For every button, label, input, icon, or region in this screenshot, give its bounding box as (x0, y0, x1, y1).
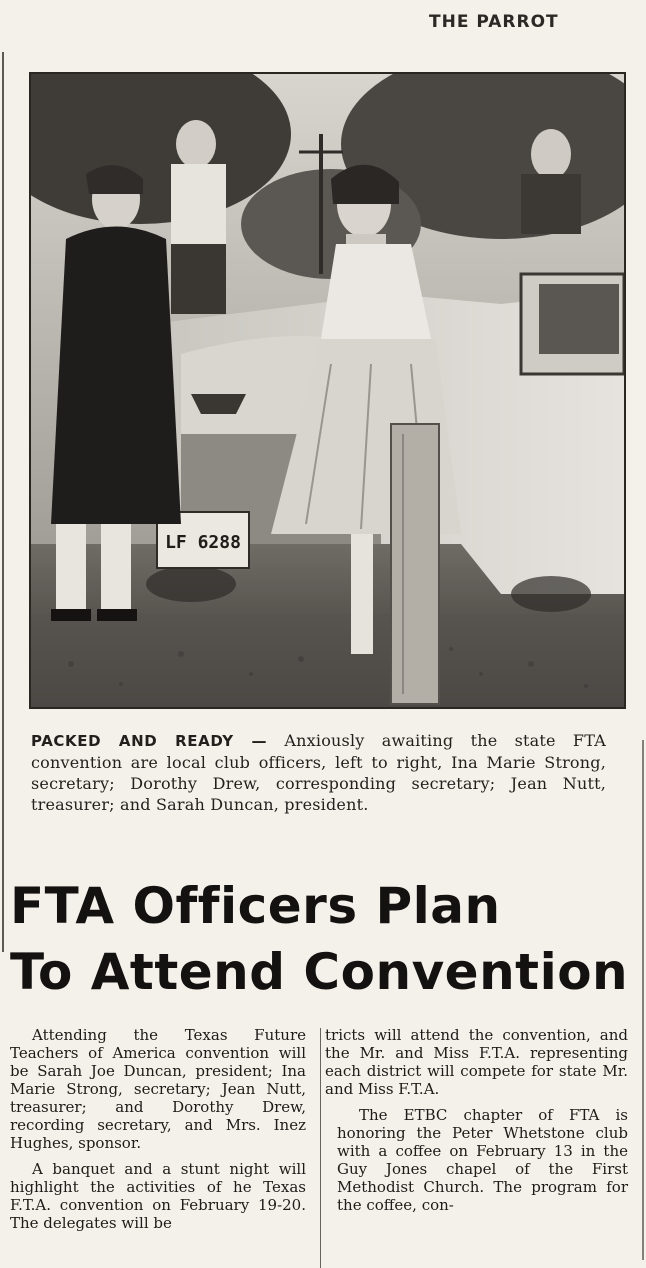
article-paragraph: The ETBC chapter of FTA is honoring the Peter Whetstone club with a coffee on February 13 in the Guy Jones chapel of the First Methodist Church. The program for the coffee, con- (337, 1106, 628, 1214)
column-divider (320, 1028, 321, 1268)
news-photo (29, 72, 626, 709)
article-paragraph: A banquet and a stunt night will highlight the activities of he Texas F.T.A. convention on February 19-20. The delegates will be (10, 1160, 306, 1232)
left-column-rule (2, 52, 4, 952)
right-column-rule (642, 740, 644, 1260)
caption-lead: PACKED AND READY — (31, 732, 268, 750)
article-column-right (325, 1026, 628, 1222)
license-plate-text: LF 6288 (165, 532, 241, 553)
photo-caption (31, 730, 606, 815)
article-headline (10, 873, 640, 1005)
headline-line-1: FTA Officers Plan (10, 877, 501, 935)
article-paragraph: Attending the Texas Future Teachers of America convention will be Sarah Joe Duncan, president; Ina Marie Strong, secretary; Jean Nutt, treasurer; and Dorothy Drew, recording secretary, and Mrs. Inez Hughes, sponsor. (10, 1026, 306, 1152)
masthead: THE PARROT (429, 12, 559, 32)
article-paragraph: tricts will attend the convention, and the Mr. and Miss F.T.A. representing each district will compete for state Mr. and Miss F.T.A. (325, 1026, 628, 1098)
article-column-left (10, 1026, 306, 1240)
headline-line-2: To Attend Convention (10, 943, 629, 1001)
caption-text: Anxiously awaiting the state FTA convention are local club officers, left to right, Ina Marie Strong, secretary; Dorothy Drew, corresponding secretary; Jean Nutt, treasurer; and Sarah Duncan, president. (31, 731, 606, 814)
photo-illustration (31, 74, 624, 707)
